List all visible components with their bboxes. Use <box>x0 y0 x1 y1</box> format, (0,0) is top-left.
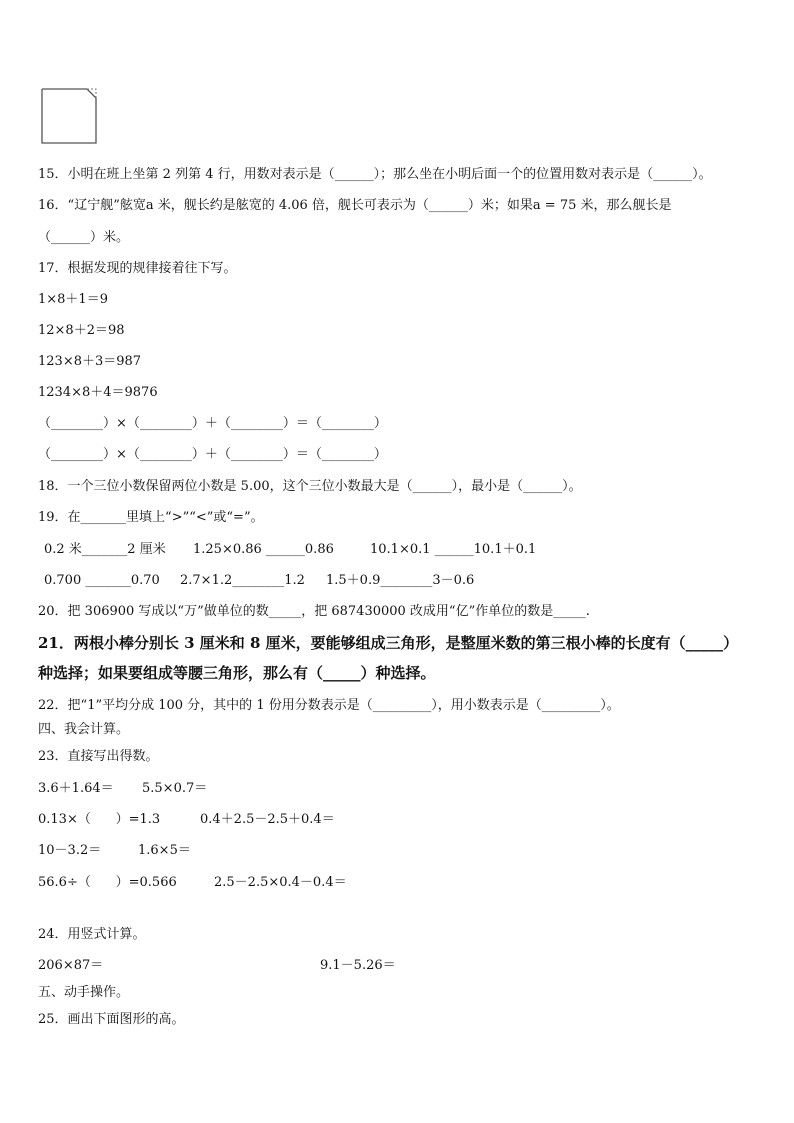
q23-item: 5.5×0.7＝ <box>142 781 208 796</box>
question-24-title: 24．用竖式计算。 <box>38 927 146 942</box>
q24-item: 9.1－5.26＝ <box>320 958 396 973</box>
q23-item: 10－3.2＝ <box>38 843 102 858</box>
q17-blank-row-1: （________）×（________）＋（________）＝（________） <box>38 416 387 431</box>
q17-equation-1: 1×8＋1＝9 <box>38 292 108 307</box>
question-20: 20．把 306900 写成以“万”做单位的数_____，把 687430000 改成用“亿”作单位的数是_____. <box>38 604 590 619</box>
q23-item: 0.13×（ ）=1.3 <box>38 812 161 827</box>
q17-equation-3: 123×8＋3＝987 <box>38 354 142 369</box>
q23-item: 0.4＋2.5－2.5＋0.4＝ <box>200 812 335 827</box>
q24-item: 206×87＝ <box>38 958 104 973</box>
question-25: 25．画出下面图形的高。 <box>38 1012 185 1027</box>
q17-equation-2: 12×8＋2＝98 <box>38 323 125 338</box>
q19-item: 1.25×0.86 ______0.86 <box>193 542 334 557</box>
section-5-heading: 五、动手操作。 <box>38 985 130 1000</box>
square-figure <box>41 88 97 144</box>
question-15: 15．小明在班上坐第 2 列第 4 行，用数对表示是（______）；那么坐在小明后面一个的位置用数对表示是（______）。 <box>38 167 712 182</box>
question-23-title: 23．直接写出得数。 <box>38 749 159 764</box>
q19-item: 2.7×1.2________1.2 <box>180 573 305 588</box>
question-21-line1: 21．两根小棒分别长 3 厘米和 8 厘米，要能够组成三角形，是整厘米数的第三根小棒的长度有（_____） <box>38 634 739 652</box>
q19-item: 1.5＋0.9________3－0.6 <box>326 573 475 588</box>
q19-item: 10.1×0.1 ______10.1＋0.1 <box>370 542 537 557</box>
question-18: 18．一个三位小数保留两位小数是 5.00，这个三位小数最大是（______），最小是（______）。 <box>38 479 582 494</box>
q17-equation-4: 1234×8＋4＝9876 <box>38 385 158 400</box>
question-17-title: 17．根据发现的规律接着往下写。 <box>38 261 237 276</box>
section-4-heading: 四、我会计算。 <box>38 722 130 737</box>
question-21-line2: 种选择；如果要组成等腰三角形，那么有（_____）种选择。 <box>38 664 436 682</box>
question-22: 22．把“1”平均分成 100 分，其中的 1 份用分数表示是（_________），用小数表示是（_________）。 <box>38 698 620 713</box>
question-16-line2: （______）米。 <box>38 230 130 245</box>
q23-item: 3.6＋1.64＝ <box>38 781 114 796</box>
q23-item: 2.5－2.5×0.4－0.4＝ <box>214 875 347 890</box>
q19-item: 0.700 _______0.70 <box>44 573 160 588</box>
q19-item: 0.2 米_______2 厘米 <box>44 542 166 557</box>
question-19-title: 19．在_______里填上“>”“<”或“=”。 <box>38 510 264 525</box>
q23-item: 56.6÷（ ）=0.566 <box>38 875 177 890</box>
q17-blank-row-2: （________）×（________）＋（________）＝（________） <box>38 447 387 462</box>
question-16-line1: 16．“辽宁舰”舷宽a 米，舰长约是舷宽的 4.06 倍，舰长可表示为（______）米；如果a = 75 米，那么舰长是 <box>38 198 672 213</box>
q23-item: 1.6×5＝ <box>138 843 191 858</box>
